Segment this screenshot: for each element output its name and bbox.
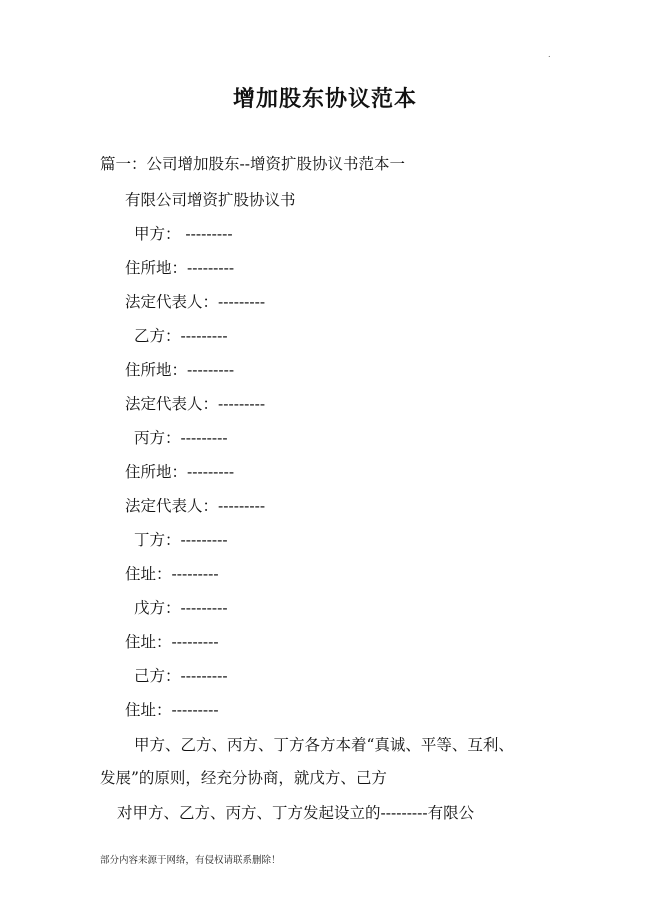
party-a-line: 甲方： --------- xyxy=(134,225,233,243)
section-heading: 篇一：公司增加股东--增资扩股协议书范本一 xyxy=(100,155,405,173)
party-a-representative-line: 法定代表人：--------- xyxy=(125,293,266,311)
document-title: 增加股东协议范本 xyxy=(232,86,417,112)
party-b-address-line: 住所地：--------- xyxy=(125,361,235,379)
party-a-address-line: 住所地：--------- xyxy=(125,259,235,277)
party-d-line: 丁方：--------- xyxy=(134,531,228,549)
party-c-address-line: 住所地：--------- xyxy=(125,463,235,481)
party-b-representative-line: 法定代表人：--------- xyxy=(125,395,266,413)
body-paragraph-line-1: 甲方、乙方、丙方、丁方各方本着“真诚、平等、互利、 xyxy=(134,736,514,754)
party-c-line: 丙方：--------- xyxy=(134,429,228,447)
party-f-address-line: 住址：--------- xyxy=(125,701,219,719)
party-e-line: 戊方：--------- xyxy=(134,599,228,617)
party-d-address-line: 住址：--------- xyxy=(125,565,219,583)
party-c-representative-line: 法定代表人：--------- xyxy=(125,497,266,515)
party-b-line: 乙方：--------- xyxy=(134,327,228,345)
header-mark: . xyxy=(548,50,551,59)
body-paragraph-line-3: 对甲方、乙方、丙方、丁方发起设立的---------有限公 xyxy=(117,804,475,822)
party-f-line: 己方：--------- xyxy=(134,667,228,685)
footer-disclaimer: 部分内容来源于网络，有侵权请联系删除！ xyxy=(100,855,281,866)
agreement-heading: 有限公司增资扩股协议书 xyxy=(125,191,296,209)
party-e-address-line: 住址：--------- xyxy=(125,633,219,651)
body-paragraph-line-2: 发展”的原则，经充分协商，就戊方、己方 xyxy=(100,769,387,787)
